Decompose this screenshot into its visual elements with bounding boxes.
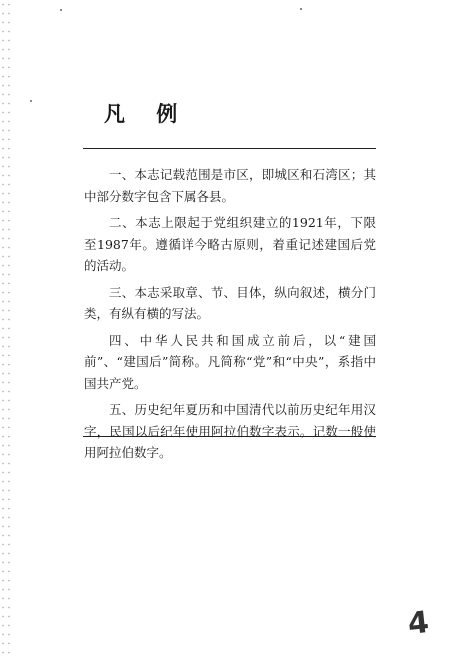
guideline-paragraph-5: 五、历史纪年夏历和中国清代以前历史纪年用汉字，民国以后纪年使用阿拉伯数字表示。记数一般使用阿拉伯数字。	[84, 402, 376, 460]
bottom-divider	[83, 436, 376, 437]
section-heading: 凡 例	[104, 101, 190, 126]
scan-speck	[300, 8, 302, 10]
scan-edge-marks	[0, 0, 14, 657]
scan-speck	[60, 9, 62, 11]
scan-speck	[30, 100, 32, 102]
guidelines-body	[84, 164, 376, 469]
handwritten-page-number: 4	[406, 605, 431, 642]
guideline-paragraph-1: 一、本志记载范围是市区，即城区和石湾区；其中部分数字包含下属各县。	[84, 167, 376, 204]
guideline-paragraph-3: 三、本志采取章、节、目体，纵向叙述，横分门类，有纵有横的写法。	[84, 284, 376, 321]
guideline-paragraph-4: 四、中华人民共和国成立前后，以“建国前”、“建国后”简称。凡简称“党”和“中央”，系指中国共产党。	[84, 332, 376, 391]
guideline-paragraph-2: 二、本志上限起于党组织建立的1921年，下限至1987年。遵循详今略古原则，着重记述建国后党的活动。	[84, 215, 376, 273]
top-divider	[83, 148, 376, 149]
